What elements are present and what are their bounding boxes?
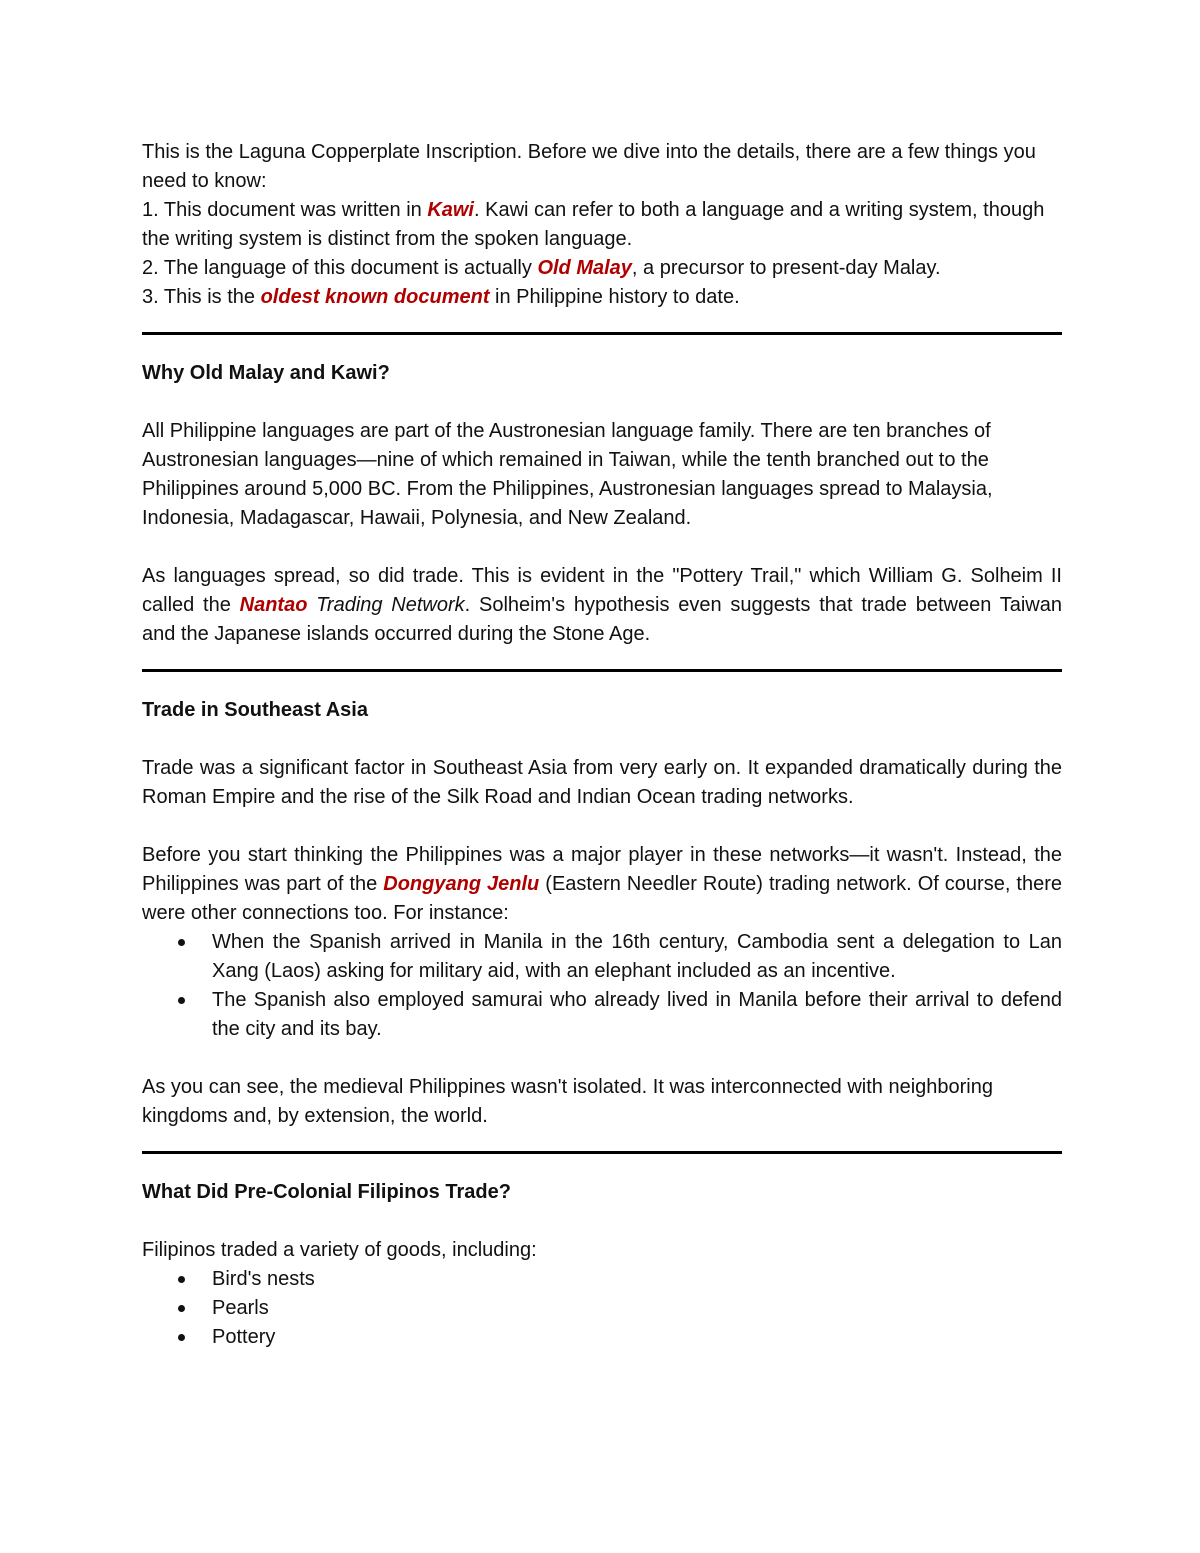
intro-item-1: 1. This document was written in Kawi. Kawi can refer to both a language and a writing system, though the writing system is distinct from the spoken language. [142, 199, 1045, 250]
term-nantao: Nantao [239, 594, 308, 616]
term-oldest-document: oldest known document [260, 286, 490, 308]
section-what-traded [142, 1178, 1062, 1352]
list-item: The Spanish also employed samurai who already lived in Manila before their arrival to defend the city and its bay. [212, 986, 1062, 1044]
term-dongyang-jenlu: Dongyang Jenlu [383, 873, 540, 895]
paragraph: Before you start thinking the Philippines was a major player in these networks—it wasn't. Instead, the Philippines was part of the Dongyang Jenlu (Eastern Needler Route) trading network. Of course, there were other connections too. For instance: [142, 844, 1062, 924]
intro-line: This is the Laguna Copperplate Inscription. Before we dive into the details, there are a few things you need to know: [142, 141, 1036, 192]
bullet-icon [178, 997, 185, 1004]
section-why-old-malay [142, 359, 1062, 649]
paragraph: As languages spread, so did trade. This is evident in the "Pottery Trail," which William G. Solheim II called the Nantao Trading Network. Solheim's hypothesis even suggests that trade between Taiwan and the Japanese islands occurred during the Stone Age. [142, 565, 1062, 645]
document-page [142, 138, 1062, 1352]
list-item: Pottery [212, 1323, 1062, 1352]
section-divider [142, 1151, 1062, 1154]
paragraph: Trade was a significant factor in Southeast Asia from very early on. It expanded dramatically during the Roman Empire and the rise of the Silk Road and Indian Ocean trading networks. [142, 757, 1062, 808]
section-divider [142, 332, 1062, 335]
list-item: Pearls [212, 1294, 1062, 1323]
section-trade-southeast-asia [142, 696, 1062, 1131]
bullet-list [142, 1265, 1062, 1352]
term-kawi: Kawi [427, 199, 474, 221]
list-item: When the Spanish arrived in Manila in the 16th century, Cambodia sent a delegation to Lan Xang (Laos) asking for military aid, with an elephant included as an incentive. [212, 928, 1062, 986]
intro-item-2: 2. The language of this document is actually Old Malay, a precursor to present-day Malay. [142, 257, 941, 279]
section-heading: What Did Pre-Colonial Filipinos Trade? [142, 1181, 511, 1203]
section-divider [142, 669, 1062, 672]
list-item: Bird's nests [212, 1265, 1062, 1294]
section-heading: Why Old Malay and Kawi? [142, 362, 390, 384]
paragraph: As you can see, the medieval Philippines wasn't isolated. It was interconnected with neighboring kingdoms and, by extension, the world. [142, 1076, 993, 1127]
bullet-icon [178, 1334, 185, 1341]
intro-block [142, 138, 1062, 312]
paragraph: All Philippine languages are part of the Austronesian language family. There are ten branches of Austronesian languages—nine of which remained in Taiwan, while the tenth branched out to the Philippines around 5,000 BC. From the Philippines, Austronesian languages spread to Malaysia, Indonesia, Madagascar, Hawaii, Polynesia, and New Zealand. [142, 420, 993, 529]
bullet-icon [178, 939, 185, 946]
bullet-list [142, 928, 1062, 1044]
bullet-icon [178, 1305, 185, 1312]
bullet-icon [178, 1276, 185, 1283]
section-heading: Trade in Southeast Asia [142, 699, 368, 721]
term-old-malay: Old Malay [537, 257, 632, 279]
paragraph: Filipinos traded a variety of goods, including: [142, 1239, 537, 1261]
intro-item-3: 3. This is the oldest known document in Philippine history to date. [142, 286, 740, 308]
